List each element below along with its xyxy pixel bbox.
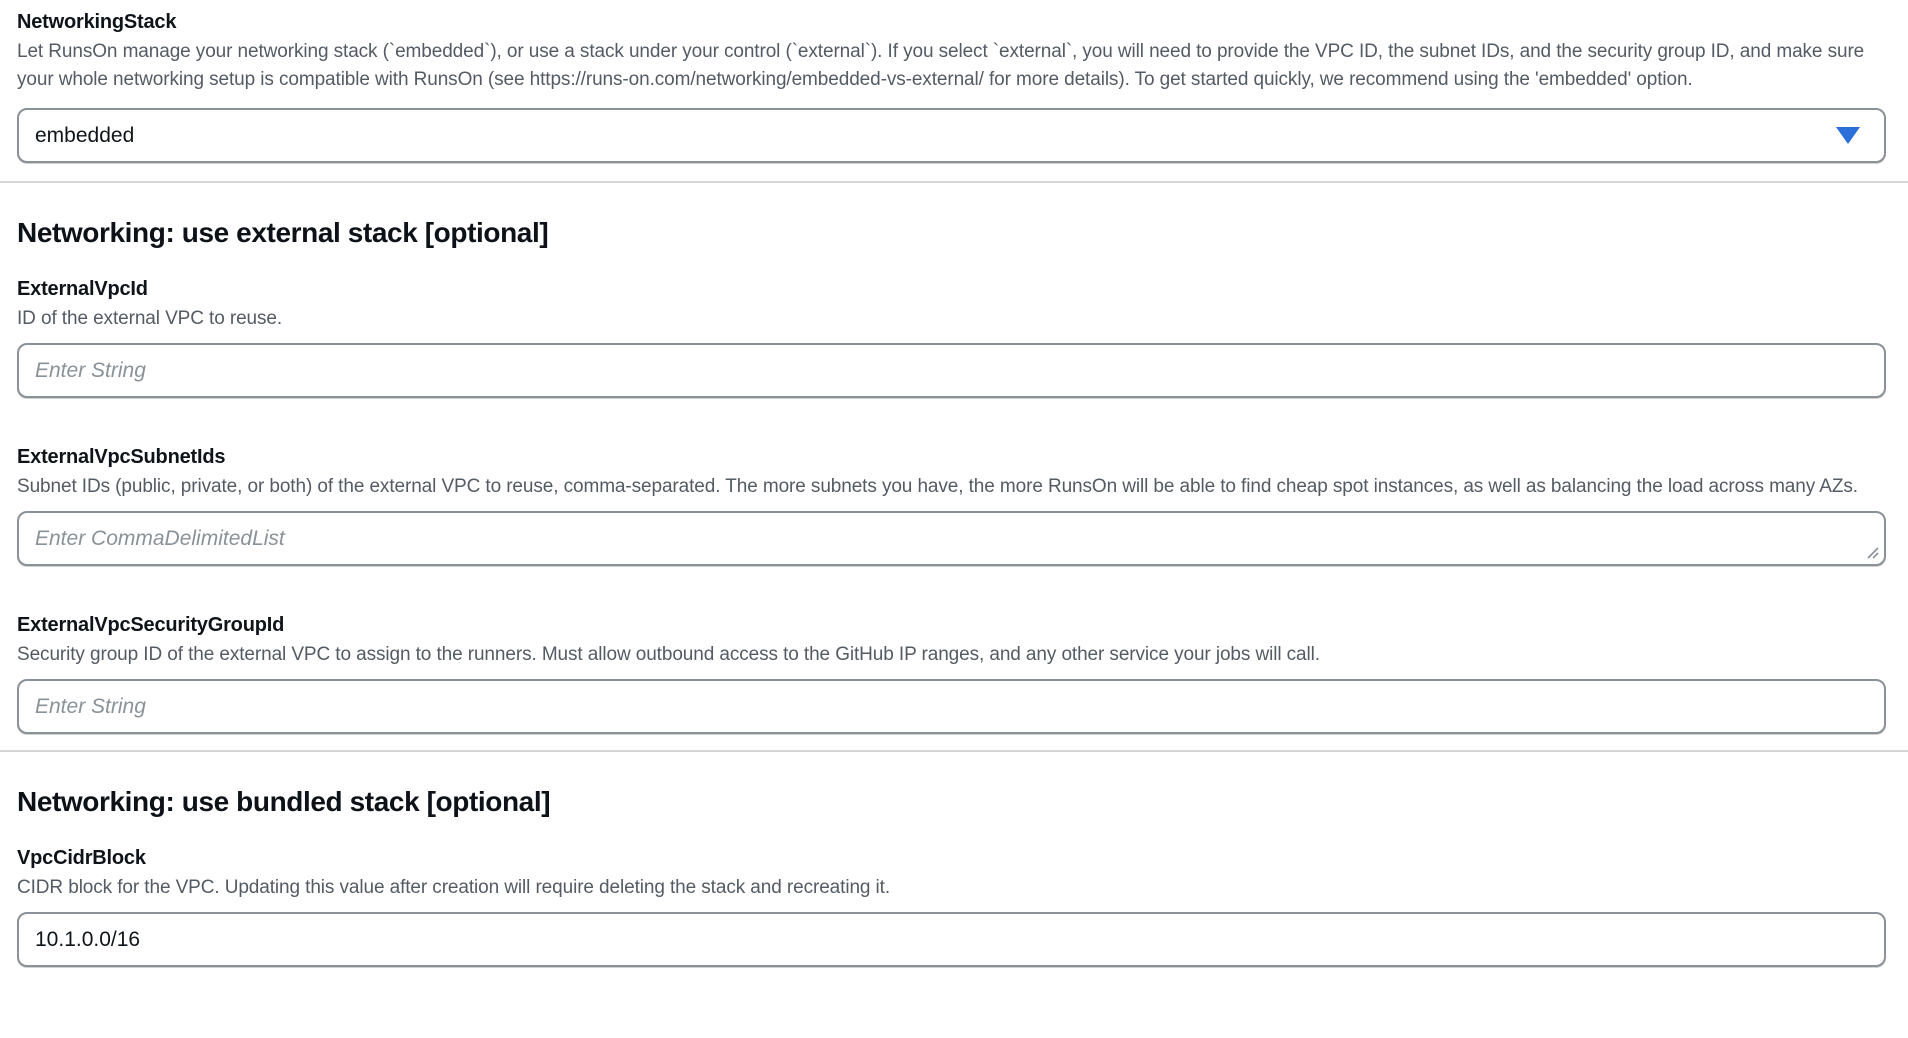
external-vpc-security-group-id-description: Security group ID of the external VPC to assign to the runners. Must allow outbound access to the GitHub IP ranges, and any other service your jobs will call.: [17, 644, 1320, 665]
vpc-cidr-block-label: VpcCidrBlock: [17, 847, 146, 869]
bundled-section-heading: Networking: use bundled stack [optional]: [17, 786, 551, 817]
external-vpc-security-group-id-input[interactable]: [17, 679, 1886, 734]
external-vpc-id-label: ExternalVpcId: [17, 278, 148, 300]
external-vpc-id-description: ID of the external VPC to reuse.: [17, 308, 283, 329]
field-external-vpc-id: [17, 275, 1886, 398]
field-external-vpc-security-group-id: [17, 611, 1886, 734]
networking-stack-selected-value: embedded: [35, 123, 135, 147]
vpc-cidr-block-input[interactable]: [17, 912, 1886, 967]
section-external-stack: [0, 215, 1908, 734]
caret-down-icon: [1836, 127, 1860, 144]
networking-stack-select[interactable]: [17, 108, 1886, 163]
networking-stack-description: Let RunsOn manage your networking stack (`embedded`), or use a stack under your control (`external`). If you select `external`, you will need to provide the VPC ID, the subnet IDs, and the security group ID, and make sure your whole networking setup is compatible with RunsOn (see https://runs-on.com/networking/embedded-vs-external/ for more details). To get started quickly, we recommend using the 'embedded' option.: [17, 41, 1865, 90]
external-vpc-subnet-ids-description: Subnet IDs (public, private, or both) of the external VPC to reuse, comma-separated. The more subnets you have, the more RunsOn will be able to find cheap spot instances, as well as balancing the load across many AZs.: [17, 476, 1858, 497]
vpc-cidr-block-description: CIDR block for the VPC. Updating this value after creation will require deleting the stack and recreating it.: [17, 877, 891, 898]
external-vpc-subnet-ids-textarea[interactable]: [17, 511, 1886, 566]
bottom-spacer: [0, 967, 1908, 993]
section-divider: [0, 181, 1908, 183]
external-vpc-security-group-id-label: ExternalVpcSecurityGroupId: [17, 614, 285, 636]
field-networking-stack: [0, 8, 1908, 163]
external-section-heading: Networking: use external stack [optional]: [17, 217, 549, 248]
resize-handle-icon[interactable]: [1865, 545, 1879, 559]
section-divider: [0, 750, 1908, 752]
external-vpc-id-input[interactable]: [17, 343, 1886, 398]
networking-stack-label: NetworkingStack: [17, 11, 177, 33]
external-vpc-subnet-ids-label: ExternalVpcSubnetIds: [17, 446, 226, 468]
section-bundled-stack: [0, 784, 1908, 967]
field-vpc-cidr-block: [17, 844, 1886, 967]
field-external-vpc-subnet-ids: [17, 443, 1886, 566]
